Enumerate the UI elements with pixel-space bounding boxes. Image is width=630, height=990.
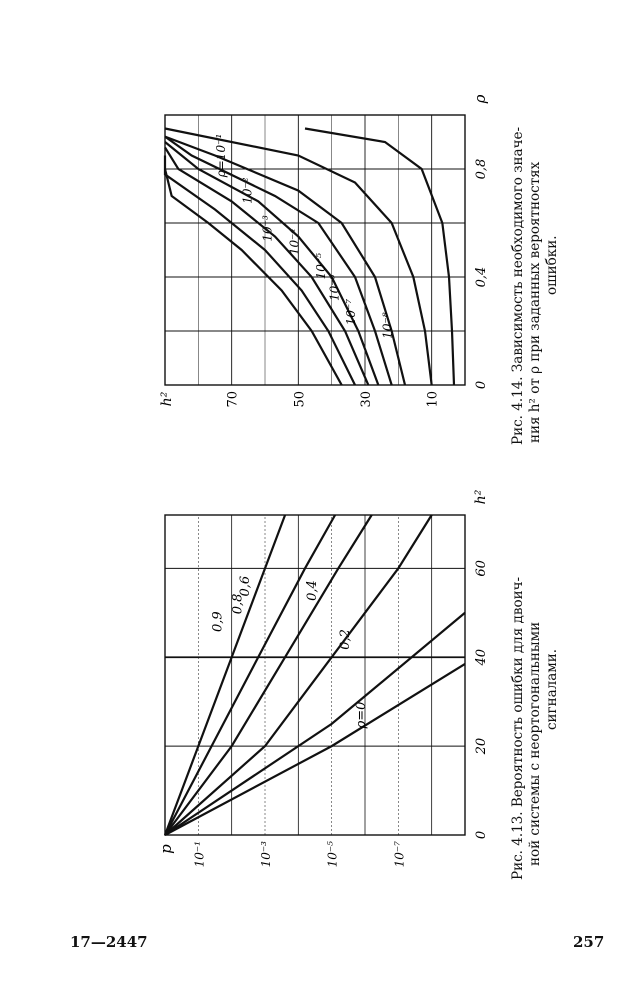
y-tick-label-50: 50 xyxy=(292,391,308,408)
x-tick-label-1: 0,4 xyxy=(474,266,489,288)
chart-4-14 xyxy=(110,95,510,415)
series-label-5: 10⁻⁶ xyxy=(327,274,342,302)
series-label-1: 10⁻² xyxy=(240,177,255,204)
x-tick-label-60: 60 xyxy=(474,560,489,577)
caption-4-13 xyxy=(510,500,570,880)
series-label-2: 0,4 xyxy=(304,580,320,601)
series-label-3: 0,6 xyxy=(238,575,254,597)
series-label-2: 10⁻³ xyxy=(260,215,275,242)
series-line-0-2-1 xyxy=(165,613,465,835)
y-tick-label-1: 10⁻¹ xyxy=(192,841,207,868)
x-tick-label-40: 40 xyxy=(474,648,489,666)
series-line-0-9-5 xyxy=(165,515,285,835)
series-label-4: 10⁻⁵ xyxy=(314,252,328,280)
y-tick-label-70: 70 xyxy=(225,391,241,408)
y-tick-label-3: 10⁻⁵ xyxy=(325,841,340,868)
series-label-0: ρ=0 xyxy=(354,701,369,729)
signature-mark: 17—2447 xyxy=(70,933,148,951)
series-label-4: 0,8 xyxy=(230,593,246,615)
series-label-1: 0,2 xyxy=(338,629,354,650)
y-tick-label-30: 30 xyxy=(359,391,374,408)
y-tick-label-4: 10⁻⁷ xyxy=(392,841,407,868)
series-label-6: 10⁻⁷ xyxy=(344,298,358,326)
series-label-7: 10⁻⁸ xyxy=(380,312,395,339)
series-line-0-8-4 xyxy=(165,515,335,835)
series-label-0: ρ=10⁻¹ xyxy=(214,133,228,178)
plot-frame xyxy=(165,115,465,385)
series-line-3 xyxy=(165,137,392,385)
figure-4-14 xyxy=(110,95,510,415)
caption-4-14 xyxy=(510,85,570,445)
caption-4-13-line-3: сигналами. xyxy=(544,648,560,730)
y-tick-label-2: 10⁻³ xyxy=(259,841,273,868)
y-axis-label: p xyxy=(157,844,175,854)
series-line-0-6-3 xyxy=(165,515,372,835)
x-tick-label-20: 20 xyxy=(474,737,489,755)
x-axis-label: h² xyxy=(473,489,489,505)
y-axis-label: h² xyxy=(159,391,175,407)
x-tick-label-0: 0 xyxy=(474,830,489,840)
caption-4-13-line-2: ной системы с неортогональными xyxy=(527,621,543,866)
page-number: 257 xyxy=(573,933,605,951)
caption-4-14-line-1: Рис. 4.14. Зависимость необходимого значе- xyxy=(510,126,526,445)
x-axis-label: ρ xyxy=(471,95,489,104)
caption-4-14-line-2: ния h² от ρ при заданных вероятностях xyxy=(527,161,543,443)
series-label-3: 10⁻⁴ xyxy=(287,228,302,256)
x-tick-label-0: 0 xyxy=(474,380,489,390)
series-line-2 xyxy=(165,137,405,385)
y-tick-label-10: 10 xyxy=(425,391,441,408)
caption-4-14-line-3: ошибки. xyxy=(544,235,560,295)
x-tick-label-2: 0,8 xyxy=(474,158,489,180)
caption-4-13-line-1: Рис. 4.13. Вероятность ошибки для двоич- xyxy=(510,576,526,880)
series-label-5: 0,9 xyxy=(210,611,226,633)
figure-4-13 xyxy=(110,485,510,875)
plot-frame xyxy=(165,515,465,835)
chart-4-13 xyxy=(110,485,510,875)
